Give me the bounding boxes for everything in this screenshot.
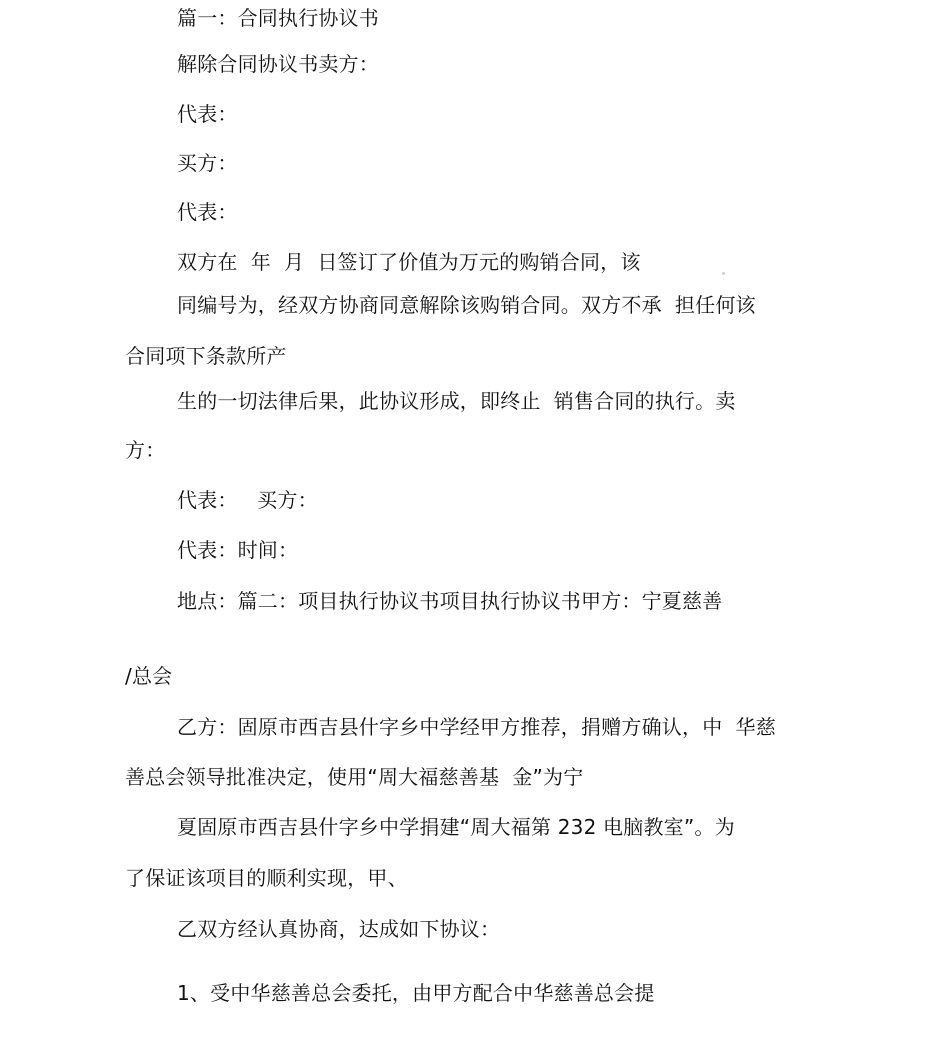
paragraph-line: 生的一切法律后果，此协议形成，即终止 销售合同的执行。卖 — [177, 389, 736, 413]
seller-representative: 代表： — [177, 102, 238, 126]
paragraph-line: 同编号为，经双方协商同意解除该购销合同。双方不承 担任何该 — [177, 293, 756, 317]
paragraph-line: 乙双方经认真协商，达成如下协议： — [177, 917, 501, 941]
clause-1: 1、受中华慈善总会委托，由甲方配合中华慈善总会提 — [177, 981, 655, 1005]
heading-part-two: 地点：篇二：项目执行协议书项目执行协议书甲方：宁夏慈善 — [177, 589, 723, 613]
paragraph-line: 双方在 年 月 日签订了价值为万元的购销合同，该 — [177, 250, 641, 274]
signature-line: 代表： 买方： — [177, 488, 318, 512]
paragraph-line: /总会 — [125, 664, 173, 688]
buyer-representative: 代表： — [177, 200, 238, 224]
stray-dot — [722, 272, 725, 275]
termination-title: 解除合同协议书卖方： — [177, 52, 379, 76]
signature-line: 代表：时间： — [177, 538, 299, 562]
paragraph-line: 夏固原市西吉县什字乡中学捐建“周大福第 232 电脑教室”。为 — [177, 815, 735, 839]
heading-part-one: 篇一：合同执行协议书 — [177, 6, 379, 30]
paragraph-line: 合同项下条款所产 — [125, 344, 287, 368]
paragraph-line: 方： — [125, 438, 166, 462]
paragraph-line: 善总会领导批准决定，使用“周大福慈善基 金”为宁 — [125, 765, 584, 789]
paragraph-line: 乙方：固原市西吉县什字乡中学经甲方推荐，捐赠方确认，中 华慈 — [177, 715, 776, 739]
buyer-label: 买方： — [177, 151, 238, 175]
paragraph-line: 了保证该项目的顺利实现，甲、 — [125, 866, 408, 890]
